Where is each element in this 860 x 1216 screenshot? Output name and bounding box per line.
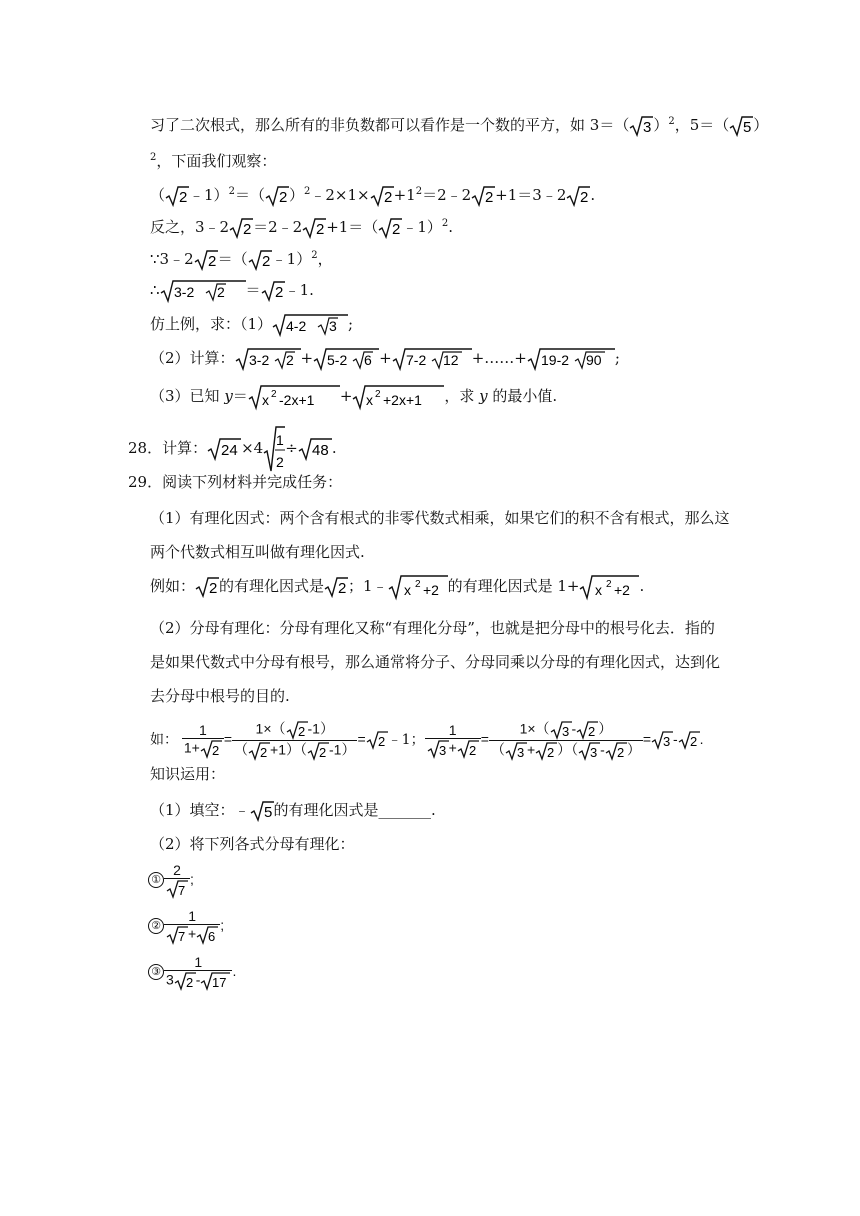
t: 1×（ — [519, 720, 550, 737]
task-2 — [150, 832, 355, 856]
t: 是如果代数式中分母有根号，那么通常将分子、分母同乘以分母的有理化因式，达到化 — [150, 653, 721, 671]
sqrt-2 — [165, 185, 189, 207]
t: ＝（ — [234, 186, 265, 204]
radicand-exp: 2 — [270, 389, 277, 400]
question-number: 28． — [128, 439, 163, 457]
radicand: 90 — [585, 352, 602, 368]
q29-p1 — [150, 506, 730, 530]
radicand: 2 — [261, 253, 270, 270]
radicand: +2 — [614, 582, 631, 598]
sqrt-3 — [629, 115, 653, 137]
sqrt-half — [263, 425, 285, 473]
q29-p2b — [150, 650, 720, 674]
sqrt-7-minus-2sqrt12 — [392, 347, 472, 371]
sqrt-19-minus-2sqrt90 — [527, 347, 615, 371]
radicand: 2 — [588, 723, 596, 739]
t: ， — [317, 250, 333, 268]
t: 的有理化因式是 1+ — [447, 577, 580, 595]
t: ＝2﹣2 — [253, 218, 303, 236]
intro-line-7 — [150, 312, 353, 336]
t: +1＝（ — [326, 218, 379, 236]
numerator: 1 — [188, 907, 196, 924]
sqrt-2 — [566, 185, 590, 207]
radicand: 2 — [185, 974, 194, 990]
t: 阅读下列材料并完成任务： — [162, 473, 343, 491]
sqrt-7 — [166, 879, 188, 899]
radicand: 7 — [178, 882, 186, 898]
radicand-exp: 2 — [414, 579, 421, 590]
t: . — [331, 439, 337, 457]
intro-line-8 — [150, 346, 620, 370]
radicand: 4-2 — [286, 318, 307, 334]
sqrt-x2-plus-2x-plus-1 — [352, 384, 444, 410]
denominator — [164, 924, 220, 945]
radicand: x — [403, 582, 411, 598]
knowledge-title — [150, 762, 225, 786]
t: -1） — [329, 741, 356, 758]
radicand: 2 — [274, 284, 283, 301]
intro-line-1 — [150, 110, 768, 134]
t: ﹣1； — [387, 732, 425, 748]
sqrt-2 — [370, 185, 394, 207]
radicand: 2 — [297, 723, 305, 739]
t: ） — [288, 186, 304, 204]
radicand: 2 — [338, 580, 347, 597]
radicand: 2 — [209, 580, 218, 597]
t: ; — [220, 917, 225, 933]
t: ＝ — [245, 281, 261, 299]
t: - — [195, 971, 201, 988]
radicand: 2 — [316, 221, 325, 238]
radicand: x — [595, 582, 603, 598]
radicand: 7-2 — [405, 352, 426, 368]
t: 3 — [166, 971, 174, 988]
radicand: -2x+1 — [278, 392, 315, 408]
numerator: 1 — [194, 953, 203, 970]
sqrt-x2-plus-2 — [579, 574, 639, 600]
fraction-rationalized-2 — [489, 720, 643, 761]
t: ÷ — [285, 439, 298, 457]
fraction-2-over-sqrt7 — [164, 862, 190, 899]
sqrt-2 — [302, 217, 326, 239]
sqrt-3-minus-2sqrt2 — [235, 347, 301, 371]
numerator: 1 — [198, 721, 207, 738]
numerator: 1 — [276, 432, 285, 448]
sqrt-2 — [307, 741, 329, 761]
denominator — [182, 738, 224, 759]
fraction-rationalized-1 — [232, 720, 357, 761]
numerator: 1 — [448, 721, 457, 738]
radicand: 3 — [438, 742, 446, 758]
sqrt-7 — [166, 925, 188, 945]
t: + — [300, 349, 314, 367]
t: 1+ — [183, 739, 200, 756]
t: （2）将下列各式分母有理化： — [150, 835, 355, 853]
denominator — [232, 740, 357, 761]
radicand: 2 — [211, 742, 220, 758]
intro-line-6 — [150, 278, 314, 302]
denominator — [489, 740, 643, 761]
radicand: 2 — [216, 284, 225, 300]
radicand: 48 — [311, 442, 329, 459]
sqrt-3 — [578, 741, 600, 761]
t: （2）分母有理化：分母有理化又称“有理化分母”，也就是把分母中的根号化去．指的 — [150, 619, 715, 637]
radicand: 12 — [442, 352, 459, 368]
sqrt-2 — [174, 971, 196, 991]
sqrt-2 — [535, 741, 557, 761]
radicand: 2 — [179, 189, 188, 206]
t: ; — [190, 871, 194, 887]
radicand: 3 — [590, 744, 598, 760]
sqrt-2 — [229, 217, 253, 239]
sqrt-2 — [366, 730, 388, 750]
exponent: 2 — [668, 116, 675, 127]
intro-text: ，下面我们观察： — [156, 152, 277, 170]
sqrt-2 — [378, 217, 402, 239]
t: 的有理化因式是_______. — [273, 801, 436, 819]
task-2-item-2 — [148, 902, 224, 948]
sqrt-2 — [195, 576, 219, 598]
t: + — [339, 387, 353, 405]
q29-title — [128, 470, 342, 494]
t: ; — [614, 349, 620, 367]
t: （ — [150, 186, 166, 204]
radicand: 3-2 — [173, 284, 194, 300]
t: ﹣2×1× — [310, 186, 370, 204]
radicand: 2 — [485, 189, 494, 206]
t: +1＝3﹣2 — [495, 186, 567, 204]
t: ﹣1） — [271, 250, 312, 268]
var-y: y — [479, 387, 488, 405]
fraction-1-over-sqrt3-plus-sqrt2 — [425, 722, 481, 759]
radicand: 24 — [221, 442, 238, 459]
q29-p1b — [150, 540, 365, 564]
radicand: 2 — [392, 221, 401, 238]
exponent: 2 — [441, 218, 449, 229]
t: +……+ — [471, 349, 527, 367]
intro-text: ） — [753, 116, 769, 134]
radicand: 3 — [516, 744, 525, 760]
sqrt-3 — [505, 741, 527, 761]
t: = — [223, 731, 233, 747]
sqrt-5-minus-2sqrt6 — [313, 347, 379, 371]
fraction-1-over-3sqrt2-minus-sqrt17 — [164, 954, 232, 991]
t: +1 — [393, 186, 416, 204]
task-2-item-3 — [148, 948, 236, 994]
t: （ — [234, 741, 249, 758]
radicand: 2 — [547, 744, 555, 760]
item-marker-3: ③ — [148, 964, 164, 980]
numerator — [232, 720, 357, 740]
t: ﹣1） — [189, 186, 229, 204]
t: （1）填空：﹣ — [150, 801, 250, 819]
t: ） — [598, 720, 613, 737]
t: ＝（ — [217, 250, 248, 268]
sqrt-3 — [550, 720, 572, 740]
t: - — [600, 741, 605, 758]
intro-line-3 — [150, 180, 595, 204]
radicand: 3 — [329, 318, 337, 334]
radicand: 19-2 — [540, 352, 569, 368]
sqrt-2 — [286, 720, 308, 740]
intro-text: ，5＝（ — [674, 116, 730, 134]
radicand: 2 — [260, 744, 268, 760]
t: ×4 — [241, 439, 264, 457]
sqrt-x2-plus-2 — [388, 574, 448, 600]
sqrt-3 — [651, 730, 673, 750]
t: + — [379, 349, 392, 367]
t: 反之，3﹣2 — [150, 218, 230, 236]
t: . — [448, 218, 454, 236]
t: . — [639, 577, 645, 595]
q29-example — [150, 574, 644, 602]
sqrt-48 — [298, 437, 332, 461]
radicand: 2 — [285, 352, 294, 368]
t: 仿上例，求：（1） — [150, 315, 273, 333]
intro-text: 习了二次根式，那么所有的非负数都可以看作是一个数的平方，如 3＝（ — [150, 116, 630, 134]
t: 去分母中根号的目的. — [150, 687, 290, 705]
t: （ — [490, 741, 505, 758]
radicand: 6 — [364, 352, 372, 368]
t: 的最小值. — [487, 387, 558, 405]
sqrt-2 — [576, 720, 598, 740]
radicand: 2 — [616, 744, 625, 760]
t: 例如： — [150, 577, 196, 595]
item-marker-2: ② — [148, 918, 164, 934]
fraction-1-over-sqrt7-plus-sqrt6 — [164, 908, 220, 945]
radicand: 2 — [243, 221, 252, 238]
t: . — [232, 963, 237, 979]
sqrt-5 — [250, 800, 274, 822]
radicand: 2 — [383, 189, 392, 206]
exponent: 2 — [150, 152, 157, 163]
fraction-1-over-1-plus-sqrt2 — [182, 722, 224, 759]
sqrt-2 — [248, 741, 270, 761]
task-1 — [150, 798, 436, 822]
t: = — [642, 731, 651, 747]
t: - — [673, 731, 678, 747]
t: . — [699, 731, 704, 747]
denominator: 2 — [276, 454, 285, 470]
sqrt-5 — [729, 115, 753, 137]
sqrt-24 — [207, 437, 241, 461]
q29-p2c — [150, 684, 290, 708]
intro-text: ） — [653, 116, 669, 134]
q29-fraction-example — [150, 714, 704, 764]
radicand: x — [366, 392, 374, 408]
radicand: 3-2 — [248, 352, 269, 368]
t: 两个代数式相互叫做有理化因式. — [150, 543, 365, 561]
radicand: 3 — [663, 734, 671, 750]
sqrt-3 — [427, 739, 449, 759]
sqrt-4-minus-2sqrt3 — [272, 313, 348, 337]
exponent: 2 — [311, 250, 318, 261]
radicand: 2 — [278, 189, 288, 206]
numerator — [489, 720, 643, 740]
denominator — [425, 738, 481, 759]
q29-p2 — [150, 616, 715, 640]
radicand: 2 — [689, 734, 697, 750]
t: （2）计算： — [150, 349, 235, 367]
exponent: 2 — [228, 186, 235, 197]
t: 如： — [150, 732, 178, 748]
t: （1）有理化因式：两个含有根式的非零代数式相乘，如果它们的积不含有根式，那么这 — [150, 509, 730, 527]
t: 计算： — [162, 439, 208, 457]
sqrt-x2-minus-2x-plus-1 — [248, 384, 340, 410]
t: ﹣1. — [284, 281, 314, 299]
sqrt-2 — [605, 741, 627, 761]
sqrt-2 — [471, 185, 495, 207]
radicand: 2 — [207, 253, 216, 270]
sqrt-3-minus-2sqrt2 — [160, 279, 246, 303]
intro-line-9 — [150, 384, 557, 408]
radicand: +2 — [422, 582, 439, 598]
denominator — [164, 970, 232, 991]
sqrt-2 — [261, 280, 285, 302]
sqrt-2 — [265, 185, 289, 207]
radicand: 2 — [377, 734, 385, 750]
t: ；1﹣ — [348, 577, 388, 595]
radicand: 5-2 — [327, 352, 348, 368]
sqrt-2 — [248, 249, 272, 271]
item-marker-1: ① — [148, 872, 164, 888]
radicand: 3 — [643, 119, 652, 136]
t: + — [526, 741, 536, 758]
t: = — [480, 731, 489, 747]
radicand: 17 — [212, 974, 227, 990]
t: ; — [348, 315, 354, 333]
radicand: 2 — [468, 742, 476, 758]
sqrt-2 — [678, 730, 700, 750]
intro-line-2 — [150, 146, 276, 170]
sqrt-2 — [200, 739, 222, 759]
exponent: 2 — [415, 186, 423, 197]
t: ＝2﹣2 — [422, 186, 472, 204]
t: ，求 — [444, 387, 480, 405]
t: 1×（ — [255, 720, 286, 737]
t: （3）已知 — [150, 387, 225, 405]
denominator — [164, 878, 190, 899]
intro-line-4 — [150, 212, 453, 236]
var-y: y — [224, 387, 233, 405]
t: . — [590, 186, 596, 204]
radicand: 2 — [319, 744, 327, 760]
t: ∵3﹣2 — [150, 250, 194, 268]
sqrt-6 — [196, 925, 218, 945]
radicand-exp: 2 — [606, 579, 613, 590]
radicand: x — [261, 392, 269, 408]
question-number: 29． — [128, 473, 163, 491]
radicand: 2 — [580, 189, 589, 206]
t: ＝ — [232, 387, 248, 405]
t: = — [357, 731, 366, 747]
exponent: 2 — [303, 186, 311, 197]
t: ﹣1） — [402, 218, 442, 236]
intro-line-5 — [150, 244, 333, 268]
radicand: 7 — [178, 928, 186, 944]
sqrt-17 — [200, 971, 230, 991]
sqrt-2 — [324, 576, 348, 598]
radicand: 5 — [743, 119, 752, 136]
t: ）（ — [557, 741, 579, 758]
t: -1） — [307, 720, 334, 737]
t: 的有理化因式是 — [219, 577, 325, 595]
radicand-exp: 2 — [375, 389, 381, 400]
t: + — [448, 739, 457, 756]
t: ） — [626, 741, 641, 758]
radicand: 6 — [208, 928, 216, 944]
t: + — [188, 925, 197, 942]
numerator: 2 — [173, 861, 181, 878]
radicand: 5 — [263, 804, 272, 821]
task-2-item-1 — [148, 856, 194, 902]
t: 知识运用： — [150, 765, 226, 783]
q28-line — [128, 424, 337, 472]
t: +1）（ — [270, 741, 308, 758]
t: - — [571, 720, 577, 737]
radicand: 3 — [561, 723, 569, 739]
t: ∴ — [150, 281, 160, 299]
sqrt-2 — [457, 739, 479, 759]
radicand: +2x+1 — [383, 392, 423, 408]
sqrt-2 — [194, 249, 218, 271]
